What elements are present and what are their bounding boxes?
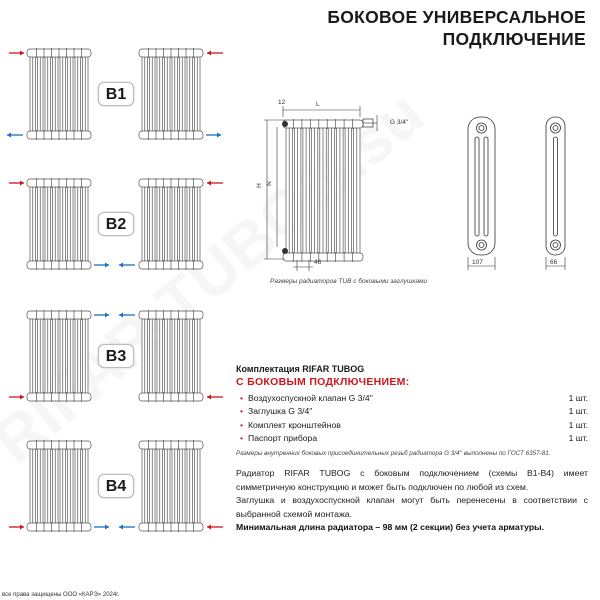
plug-icon bbox=[282, 248, 288, 254]
dim-N: N bbox=[265, 181, 273, 186]
description-paragraph: Заглушка и воздухоспускной клапан могут быть перенесены в соответствии с выбранной схемой монтажа. bbox=[236, 495, 588, 519]
kit-item-name: • Комплект кронштейнов bbox=[236, 420, 341, 430]
supply-arrow-icon bbox=[9, 525, 24, 530]
front-view-drawing bbox=[282, 119, 373, 262]
dim-H: H bbox=[255, 183, 263, 188]
return-arrow-icon bbox=[119, 263, 135, 268]
kit-item-name: • Воздухоспускной клапан G 3/4'' bbox=[236, 393, 373, 403]
return-arrow-icon bbox=[7, 133, 23, 138]
drawing-caption: Размеры радиаторов TUB с боковыми заглушками bbox=[270, 278, 428, 285]
description-paragraph: Радиатор RIFAR TUBOG с боковым подключением (схемы B1-B4) имеет симметричную конструкцию и может быть подключен по любой из схем. bbox=[236, 468, 588, 492]
side-view-66 bbox=[546, 117, 565, 255]
return-arrow-icon bbox=[94, 313, 109, 318]
return-arrow-icon bbox=[94, 263, 109, 268]
radiator-icon bbox=[283, 119, 363, 262]
supply-arrow-icon bbox=[207, 525, 223, 530]
kit-item bbox=[236, 418, 588, 432]
radiator-icon bbox=[27, 440, 91, 532]
dim-46: 46 bbox=[314, 259, 322, 266]
radiator-icon bbox=[139, 178, 203, 270]
kit-subtitle: С БОКОВЫМ ПОДКЛЮЧЕНИЕМ: bbox=[236, 376, 410, 388]
scheme-label: B3 bbox=[98, 344, 134, 368]
technical-drawing bbox=[255, 95, 595, 280]
kit-item bbox=[236, 432, 588, 446]
kit-item-name: • Паспорт прибора bbox=[236, 433, 317, 443]
side-view-107 bbox=[468, 117, 495, 255]
description-min-length: Минимальная длина радиатора – 98 мм (2 секции) без учета арматуры. bbox=[236, 522, 545, 532]
radiator-icon bbox=[139, 48, 203, 140]
return-arrow-icon bbox=[119, 525, 135, 530]
supply-arrow-icon bbox=[207, 51, 223, 56]
radiator-icon bbox=[27, 310, 91, 402]
air-valve-icon bbox=[282, 121, 288, 127]
supply-arrow-icon bbox=[9, 181, 24, 186]
page-title bbox=[327, 6, 586, 50]
dim-12: 12 bbox=[278, 99, 286, 106]
kit-item-qty: 1 шт. bbox=[568, 433, 588, 444]
radiator-icon bbox=[27, 178, 91, 270]
dim-L: L bbox=[316, 101, 320, 108]
thread-size: G 3/4'' bbox=[390, 119, 409, 126]
title-line-2: ПОДКЛЮЧЕНИЕ bbox=[442, 29, 586, 49]
supply-arrow-icon bbox=[9, 51, 24, 56]
return-arrow-icon bbox=[94, 525, 109, 530]
kit-item-name: • Заглушка G 3/4'' bbox=[236, 406, 313, 416]
scheme-label: B4 bbox=[98, 474, 134, 498]
kit-item-qty: 1 шт. bbox=[568, 392, 588, 403]
kit-item bbox=[236, 405, 588, 419]
kit-item-qty: 1 шт. bbox=[568, 406, 588, 417]
radiator-icon bbox=[139, 310, 203, 402]
kit-section bbox=[236, 364, 588, 457]
radiator-icon bbox=[139, 440, 203, 532]
supply-arrow-icon bbox=[207, 395, 223, 400]
scheme-label: B2 bbox=[98, 212, 134, 236]
dim-107: 107 bbox=[472, 259, 483, 266]
return-arrow-icon bbox=[206, 133, 221, 138]
return-arrow-icon bbox=[119, 313, 135, 318]
supply-arrow-icon bbox=[9, 395, 24, 400]
kit-item-qty: 1 шт. bbox=[568, 419, 588, 430]
title-line-1: БОКОВОЕ УНИВЕРСАЛЬНОЕ bbox=[327, 7, 586, 27]
kit-note: Размеры внутренних боковых присоединительных резьб радиатора G 3/4'' выполнены по ГОСТ 6357-81. bbox=[236, 450, 551, 457]
radiator-icon bbox=[27, 48, 91, 140]
description bbox=[236, 467, 588, 535]
supply-arrow-icon bbox=[207, 181, 223, 186]
kit-item bbox=[236, 391, 588, 405]
copyright: все права защищены ООО «КАРЭ» 2024г. bbox=[2, 592, 120, 598]
dim-66: 66 bbox=[550, 259, 558, 266]
kit-title: Комплектация RIFAR TUBOG bbox=[236, 364, 365, 374]
scheme-label: B1 bbox=[98, 82, 134, 106]
